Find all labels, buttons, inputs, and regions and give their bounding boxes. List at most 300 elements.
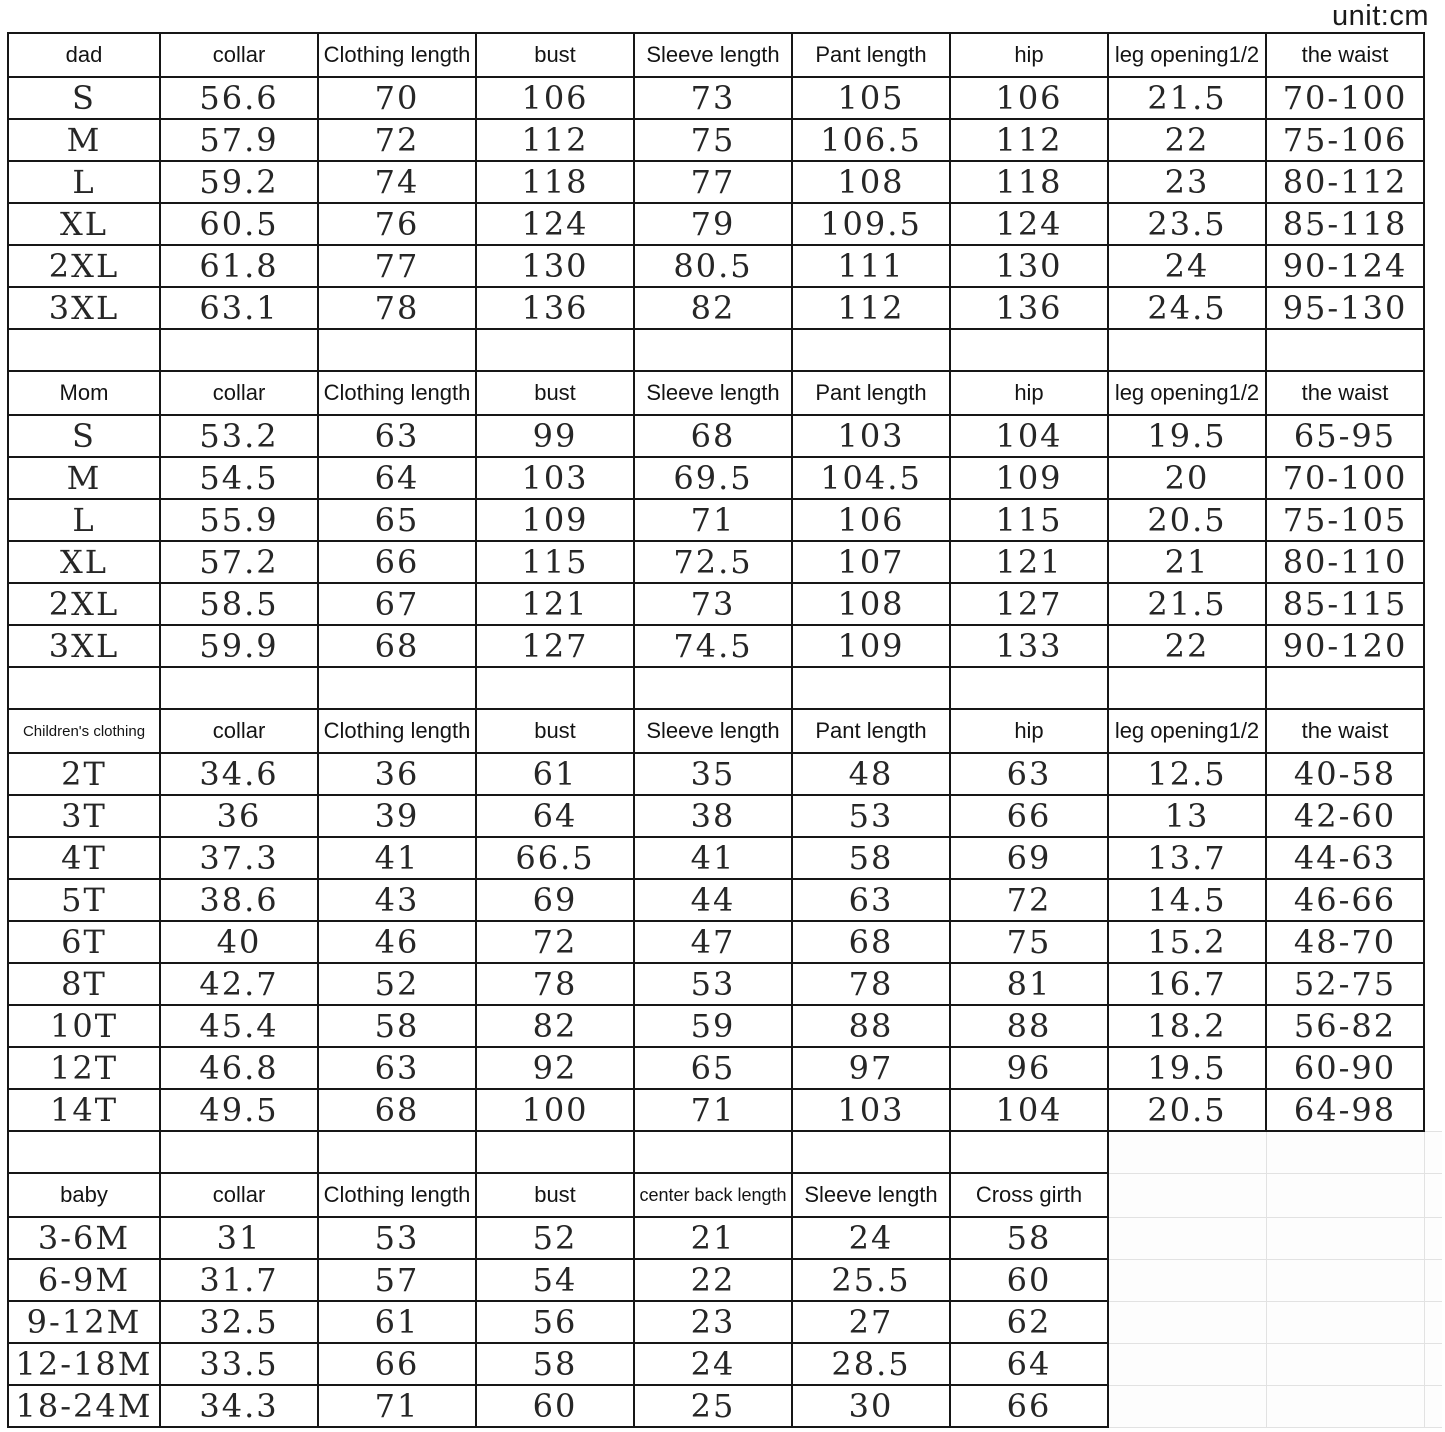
ghost-cell bbox=[1108, 1301, 1266, 1343]
table-cell: 42-60 bbox=[1266, 795, 1424, 837]
ghost-cell bbox=[1108, 1131, 1266, 1173]
table-cell: 115 bbox=[950, 499, 1108, 541]
table-cell: 64 bbox=[950, 1343, 1108, 1385]
empty-cell bbox=[476, 329, 634, 371]
table-cell: 112 bbox=[476, 119, 634, 161]
table-cell: 75 bbox=[950, 921, 1108, 963]
size-cell: 8T bbox=[8, 963, 160, 1005]
table-cell: 103 bbox=[792, 415, 950, 457]
table-cell: 22 bbox=[1108, 625, 1266, 667]
table-row bbox=[8, 879, 1442, 921]
table-cell: 58 bbox=[792, 837, 950, 879]
header-cell: Clothing length bbox=[318, 709, 476, 753]
table-cell: 23 bbox=[1108, 161, 1266, 203]
table-cell: 130 bbox=[476, 245, 634, 287]
ghost-cell bbox=[1266, 1173, 1424, 1217]
header-cell: baby bbox=[8, 1173, 160, 1217]
header-cell: collar bbox=[160, 1173, 318, 1217]
table-row bbox=[8, 1385, 1442, 1427]
size-cell: XL bbox=[8, 541, 160, 583]
table-cell: 90-120 bbox=[1266, 625, 1424, 667]
header-cell: Sleeve length bbox=[634, 33, 792, 77]
table-cell: 106.5 bbox=[792, 119, 950, 161]
table-cell: 38 bbox=[634, 795, 792, 837]
table-cell: 85-115 bbox=[1266, 583, 1424, 625]
table-cell: 66 bbox=[318, 541, 476, 583]
ghost-cell bbox=[1424, 415, 1442, 457]
table-cell: 69.5 bbox=[634, 457, 792, 499]
table-cell: 21 bbox=[634, 1217, 792, 1259]
table-cell: 81 bbox=[950, 963, 1108, 1005]
table-cell: 104 bbox=[950, 415, 1108, 457]
table-cell: 61 bbox=[318, 1301, 476, 1343]
table-cell: 43 bbox=[318, 879, 476, 921]
table-cell: 78 bbox=[476, 963, 634, 1005]
ghost-cell bbox=[1424, 1047, 1442, 1089]
table-cell: 32.5 bbox=[160, 1301, 318, 1343]
header-cell: Sleeve length bbox=[634, 709, 792, 753]
table-cell: 52-75 bbox=[1266, 963, 1424, 1005]
table-cell: 92 bbox=[476, 1047, 634, 1089]
header-cell: bust bbox=[476, 1173, 634, 1217]
table-cell: 46-66 bbox=[1266, 879, 1424, 921]
ghost-cell bbox=[1424, 541, 1442, 583]
table-cell: 46 bbox=[318, 921, 476, 963]
table-cell: 31 bbox=[160, 1217, 318, 1259]
table-cell: 61 bbox=[476, 753, 634, 795]
size-cell: L bbox=[8, 499, 160, 541]
table-cell: 73 bbox=[634, 77, 792, 119]
header-cell: leg opening1/2 bbox=[1108, 33, 1266, 77]
table-cell: 63.1 bbox=[160, 287, 318, 329]
table-cell: 63 bbox=[950, 753, 1108, 795]
table-row bbox=[8, 499, 1442, 541]
table-cell: 23.5 bbox=[1108, 203, 1266, 245]
table-cell: 118 bbox=[476, 161, 634, 203]
table-row bbox=[8, 1005, 1442, 1047]
table-cell: 44 bbox=[634, 879, 792, 921]
table-cell: 77 bbox=[318, 245, 476, 287]
empty-cell bbox=[318, 667, 476, 709]
size-cell: 12-18M bbox=[8, 1343, 160, 1385]
table-cell: 63 bbox=[318, 1047, 476, 1089]
table-cell: 104.5 bbox=[792, 457, 950, 499]
table-cell: 106 bbox=[792, 499, 950, 541]
header-cell: leg opening1/2 bbox=[1108, 709, 1266, 753]
size-cell: 6T bbox=[8, 921, 160, 963]
table-row bbox=[8, 1047, 1442, 1089]
table-cell: 70-100 bbox=[1266, 457, 1424, 499]
table-cell: 27 bbox=[792, 1301, 950, 1343]
table-cell: 14.5 bbox=[1108, 879, 1266, 921]
table-cell: 46.8 bbox=[160, 1047, 318, 1089]
ghost-cell bbox=[1424, 1005, 1442, 1047]
table-cell: 121 bbox=[950, 541, 1108, 583]
ghost-cell bbox=[1424, 33, 1442, 77]
table-cell: 66 bbox=[318, 1343, 476, 1385]
table-cell: 71 bbox=[634, 1089, 792, 1131]
table-cell: 64-98 bbox=[1266, 1089, 1424, 1131]
table-cell: 54 bbox=[476, 1259, 634, 1301]
empty-cell bbox=[476, 667, 634, 709]
size-cell: 10T bbox=[8, 1005, 160, 1047]
table-cell: 56.6 bbox=[160, 77, 318, 119]
table-cell: 33.5 bbox=[160, 1343, 318, 1385]
size-cell: 2XL bbox=[8, 245, 160, 287]
table-cell: 109.5 bbox=[792, 203, 950, 245]
table-row bbox=[8, 203, 1442, 245]
table-cell: 70-100 bbox=[1266, 77, 1424, 119]
empty-cell bbox=[634, 667, 792, 709]
table-row bbox=[8, 1259, 1442, 1301]
table-cell: 68 bbox=[792, 921, 950, 963]
table-cell: 13 bbox=[1108, 795, 1266, 837]
table-cell: 49.5 bbox=[160, 1089, 318, 1131]
table-cell: 108 bbox=[792, 583, 950, 625]
table-cell: 77 bbox=[634, 161, 792, 203]
table-cell: 71 bbox=[634, 499, 792, 541]
header-cell: the waist bbox=[1266, 33, 1424, 77]
ghost-cell bbox=[1424, 1385, 1442, 1427]
size-cell: 12T bbox=[8, 1047, 160, 1089]
ghost-cell bbox=[1424, 667, 1442, 709]
table-cell: 24 bbox=[792, 1217, 950, 1259]
section-header-row bbox=[8, 33, 1442, 77]
table-cell: 30 bbox=[792, 1385, 950, 1427]
size-cell: 9-12M bbox=[8, 1301, 160, 1343]
empty-cell bbox=[634, 1131, 792, 1173]
header-cell: center back length bbox=[634, 1173, 792, 1217]
table-cell: 61.8 bbox=[160, 245, 318, 287]
table-cell: 60.5 bbox=[160, 203, 318, 245]
table-cell: 25.5 bbox=[792, 1259, 950, 1301]
table-cell: 24 bbox=[634, 1343, 792, 1385]
spacer-row bbox=[8, 667, 1442, 709]
table-cell: 56 bbox=[476, 1301, 634, 1343]
empty-cell bbox=[1108, 329, 1266, 371]
ghost-cell bbox=[1424, 1131, 1442, 1173]
table-cell: 66 bbox=[950, 795, 1108, 837]
table-row bbox=[8, 415, 1442, 457]
table-cell: 60 bbox=[476, 1385, 634, 1427]
table-row bbox=[8, 77, 1442, 119]
header-cell: Sleeve length bbox=[792, 1173, 950, 1217]
table-cell: 13.7 bbox=[1108, 837, 1266, 879]
ghost-cell bbox=[1424, 287, 1442, 329]
table-cell: 58 bbox=[476, 1343, 634, 1385]
size-cell: L bbox=[8, 161, 160, 203]
table-cell: 127 bbox=[476, 625, 634, 667]
table-cell: 80.5 bbox=[634, 245, 792, 287]
table-cell: 57 bbox=[318, 1259, 476, 1301]
table-cell: 48 bbox=[792, 753, 950, 795]
table-cell: 20.5 bbox=[1108, 499, 1266, 541]
table-cell: 24 bbox=[1108, 245, 1266, 287]
table-cell: 53 bbox=[318, 1217, 476, 1259]
table-cell: 59.9 bbox=[160, 625, 318, 667]
table-cell: 56-82 bbox=[1266, 1005, 1424, 1047]
table-row bbox=[8, 963, 1442, 1005]
table-cell: 73 bbox=[634, 583, 792, 625]
table-cell: 60-90 bbox=[1266, 1047, 1424, 1089]
table-row bbox=[8, 583, 1442, 625]
table-cell: 112 bbox=[792, 287, 950, 329]
empty-cell bbox=[476, 1131, 634, 1173]
ghost-cell bbox=[1424, 837, 1442, 879]
table-row bbox=[8, 1089, 1442, 1131]
size-cell: 18-24M bbox=[8, 1385, 160, 1427]
table-cell: 112 bbox=[950, 119, 1108, 161]
table-cell: 21 bbox=[1108, 541, 1266, 583]
header-cell: bust bbox=[476, 709, 634, 753]
header-cell: Clothing length bbox=[318, 33, 476, 77]
ghost-cell bbox=[1266, 1301, 1424, 1343]
table-row bbox=[8, 921, 1442, 963]
header-cell: Pant length bbox=[792, 371, 950, 415]
table-cell: 60 bbox=[950, 1259, 1108, 1301]
table-cell: 96 bbox=[950, 1047, 1108, 1089]
ghost-cell bbox=[1424, 1217, 1442, 1259]
empty-cell bbox=[792, 329, 950, 371]
size-cell: XL bbox=[8, 203, 160, 245]
table-cell: 66 bbox=[950, 1385, 1108, 1427]
table-cell: 103 bbox=[476, 457, 634, 499]
table-cell: 42.7 bbox=[160, 963, 318, 1005]
table-cell: 41 bbox=[318, 837, 476, 879]
ghost-cell bbox=[1424, 709, 1442, 753]
empty-cell bbox=[634, 329, 792, 371]
empty-cell bbox=[1266, 667, 1424, 709]
table-cell: 65 bbox=[318, 499, 476, 541]
section-header-row bbox=[8, 709, 1442, 753]
table-cell: 52 bbox=[318, 963, 476, 1005]
table-cell: 28.5 bbox=[792, 1343, 950, 1385]
table-cell: 57.9 bbox=[160, 119, 318, 161]
table-cell: 40 bbox=[160, 921, 318, 963]
table-cell: 23 bbox=[634, 1301, 792, 1343]
table-row bbox=[8, 541, 1442, 583]
header-cell: Sleeve length bbox=[634, 371, 792, 415]
table-cell: 78 bbox=[792, 963, 950, 1005]
table-cell: 82 bbox=[476, 1005, 634, 1047]
ghost-cell bbox=[1108, 1217, 1266, 1259]
table-cell: 59 bbox=[634, 1005, 792, 1047]
header-cell: bust bbox=[476, 371, 634, 415]
empty-cell bbox=[950, 667, 1108, 709]
table-cell: 136 bbox=[950, 287, 1108, 329]
table-cell: 97 bbox=[792, 1047, 950, 1089]
section-baby bbox=[8, 1173, 1442, 1427]
header-cell: hip bbox=[950, 33, 1108, 77]
size-cell: 3-6M bbox=[8, 1217, 160, 1259]
header-cell: dad bbox=[8, 33, 160, 77]
section-mom bbox=[8, 371, 1442, 709]
table-cell: 106 bbox=[476, 77, 634, 119]
header-cell: Pant length bbox=[792, 709, 950, 753]
table-cell: 53 bbox=[634, 963, 792, 1005]
ghost-cell bbox=[1424, 371, 1442, 415]
table-cell: 118 bbox=[950, 161, 1108, 203]
header-cell: Pant length bbox=[792, 33, 950, 77]
table-cell: 62 bbox=[950, 1301, 1108, 1343]
size-cell: 4T bbox=[8, 837, 160, 879]
table-row bbox=[8, 1301, 1442, 1343]
header-cell: Children's clothing bbox=[8, 709, 160, 753]
table-cell: 109 bbox=[792, 625, 950, 667]
table-cell: 66.5 bbox=[476, 837, 634, 879]
table-cell: 69 bbox=[476, 879, 634, 921]
table-cell: 64 bbox=[476, 795, 634, 837]
empty-cell bbox=[318, 1131, 476, 1173]
table-row bbox=[8, 1343, 1442, 1385]
table-cell: 34.3 bbox=[160, 1385, 318, 1427]
size-cell: 2XL bbox=[8, 583, 160, 625]
header-cell: hip bbox=[950, 709, 1108, 753]
table-cell: 53.2 bbox=[160, 415, 318, 457]
ghost-cell bbox=[1424, 203, 1442, 245]
ghost-cell bbox=[1424, 499, 1442, 541]
header-cell: hip bbox=[950, 371, 1108, 415]
table-cell: 12.5 bbox=[1108, 753, 1266, 795]
empty-cell bbox=[318, 329, 476, 371]
table-cell: 124 bbox=[476, 203, 634, 245]
header-cell: collar bbox=[160, 371, 318, 415]
table-cell: 95-130 bbox=[1266, 287, 1424, 329]
header-cell: Clothing length bbox=[318, 1173, 476, 1217]
size-cell: M bbox=[8, 457, 160, 499]
empty-cell bbox=[950, 329, 1108, 371]
table-cell: 79 bbox=[634, 203, 792, 245]
table-cell: 39 bbox=[318, 795, 476, 837]
table-cell: 53 bbox=[792, 795, 950, 837]
table-row bbox=[8, 625, 1442, 667]
empty-cell bbox=[792, 1131, 950, 1173]
table-cell: 75 bbox=[634, 119, 792, 161]
ghost-cell bbox=[1424, 795, 1442, 837]
table-cell: 75-105 bbox=[1266, 499, 1424, 541]
table-cell: 130 bbox=[950, 245, 1108, 287]
size-cell: M bbox=[8, 119, 160, 161]
table-cell: 115 bbox=[476, 541, 634, 583]
table-cell: 72.5 bbox=[634, 541, 792, 583]
table-cell: 64 bbox=[318, 457, 476, 499]
table-cell: 88 bbox=[950, 1005, 1108, 1047]
ghost-cell bbox=[1266, 1217, 1424, 1259]
size-cell: 5T bbox=[8, 879, 160, 921]
table-cell: 85-118 bbox=[1266, 203, 1424, 245]
table-cell: 25 bbox=[634, 1385, 792, 1427]
header-cell: Clothing length bbox=[318, 371, 476, 415]
table-row bbox=[8, 245, 1442, 287]
table-cell: 58 bbox=[318, 1005, 476, 1047]
table-cell: 63 bbox=[318, 415, 476, 457]
table-cell: 34.6 bbox=[160, 753, 318, 795]
table-cell: 31.7 bbox=[160, 1259, 318, 1301]
table-cell: 63 bbox=[792, 879, 950, 921]
spacer-row bbox=[8, 1131, 1442, 1173]
header-cell: the waist bbox=[1266, 371, 1424, 415]
ghost-cell bbox=[1108, 1259, 1266, 1301]
header-cell: Mom bbox=[8, 371, 160, 415]
size-cell: S bbox=[8, 415, 160, 457]
table-cell: 21.5 bbox=[1108, 77, 1266, 119]
table-cell: 103 bbox=[792, 1089, 950, 1131]
table-cell: 121 bbox=[476, 583, 634, 625]
table-cell: 68 bbox=[634, 415, 792, 457]
table-cell: 21.5 bbox=[1108, 583, 1266, 625]
ghost-cell bbox=[1424, 963, 1442, 1005]
table-cell: 57.2 bbox=[160, 541, 318, 583]
empty-cell bbox=[792, 667, 950, 709]
table-cell: 45.4 bbox=[160, 1005, 318, 1047]
table-cell: 38.6 bbox=[160, 879, 318, 921]
table-cell: 44-63 bbox=[1266, 837, 1424, 879]
section-header-row bbox=[8, 371, 1442, 415]
table-cell: 78 bbox=[318, 287, 476, 329]
table-cell: 105 bbox=[792, 77, 950, 119]
empty-cell bbox=[1266, 329, 1424, 371]
table-cell: 54.5 bbox=[160, 457, 318, 499]
table-cell: 74.5 bbox=[634, 625, 792, 667]
section-header-row bbox=[8, 1173, 1442, 1217]
section-dad bbox=[8, 33, 1442, 371]
table-cell: 108 bbox=[792, 161, 950, 203]
ghost-cell bbox=[1424, 119, 1442, 161]
table-cell: 20.5 bbox=[1108, 1089, 1266, 1131]
table-cell: 82 bbox=[634, 287, 792, 329]
table-cell: 106 bbox=[950, 77, 1108, 119]
table-row bbox=[8, 119, 1442, 161]
ghost-cell bbox=[1424, 77, 1442, 119]
table-cell: 18.2 bbox=[1108, 1005, 1266, 1047]
table-cell: 75-106 bbox=[1266, 119, 1424, 161]
size-cell: 6-9M bbox=[8, 1259, 160, 1301]
size-chart-table bbox=[7, 32, 1442, 1428]
empty-cell bbox=[1108, 667, 1266, 709]
table-cell: 24.5 bbox=[1108, 287, 1266, 329]
table-cell: 124 bbox=[950, 203, 1108, 245]
ghost-cell bbox=[1424, 625, 1442, 667]
table-cell: 72 bbox=[318, 119, 476, 161]
table-cell: 109 bbox=[950, 457, 1108, 499]
table-cell: 136 bbox=[476, 287, 634, 329]
ghost-cell bbox=[1424, 583, 1442, 625]
header-cell: Cross girth bbox=[950, 1173, 1108, 1217]
table-cell: 59.2 bbox=[160, 161, 318, 203]
header-cell: bust bbox=[476, 33, 634, 77]
table-row bbox=[8, 753, 1442, 795]
size-cell: 14T bbox=[8, 1089, 160, 1131]
table-cell: 15.2 bbox=[1108, 921, 1266, 963]
table-row bbox=[8, 287, 1442, 329]
ghost-cell bbox=[1424, 879, 1442, 921]
ghost-cell bbox=[1424, 921, 1442, 963]
table-cell: 65 bbox=[634, 1047, 792, 1089]
size-cell: 3XL bbox=[8, 625, 160, 667]
size-cell: 2T bbox=[8, 753, 160, 795]
empty-cell bbox=[8, 1131, 160, 1173]
ghost-cell bbox=[1424, 161, 1442, 203]
ghost-cell bbox=[1108, 1173, 1266, 1217]
table-row bbox=[8, 837, 1442, 879]
table-cell: 16.7 bbox=[1108, 963, 1266, 1005]
table-cell: 41 bbox=[634, 837, 792, 879]
table-cell: 133 bbox=[950, 625, 1108, 667]
table-cell: 68 bbox=[318, 1089, 476, 1131]
ghost-cell bbox=[1424, 1343, 1442, 1385]
table-cell: 47 bbox=[634, 921, 792, 963]
table-cell: 58 bbox=[950, 1217, 1108, 1259]
